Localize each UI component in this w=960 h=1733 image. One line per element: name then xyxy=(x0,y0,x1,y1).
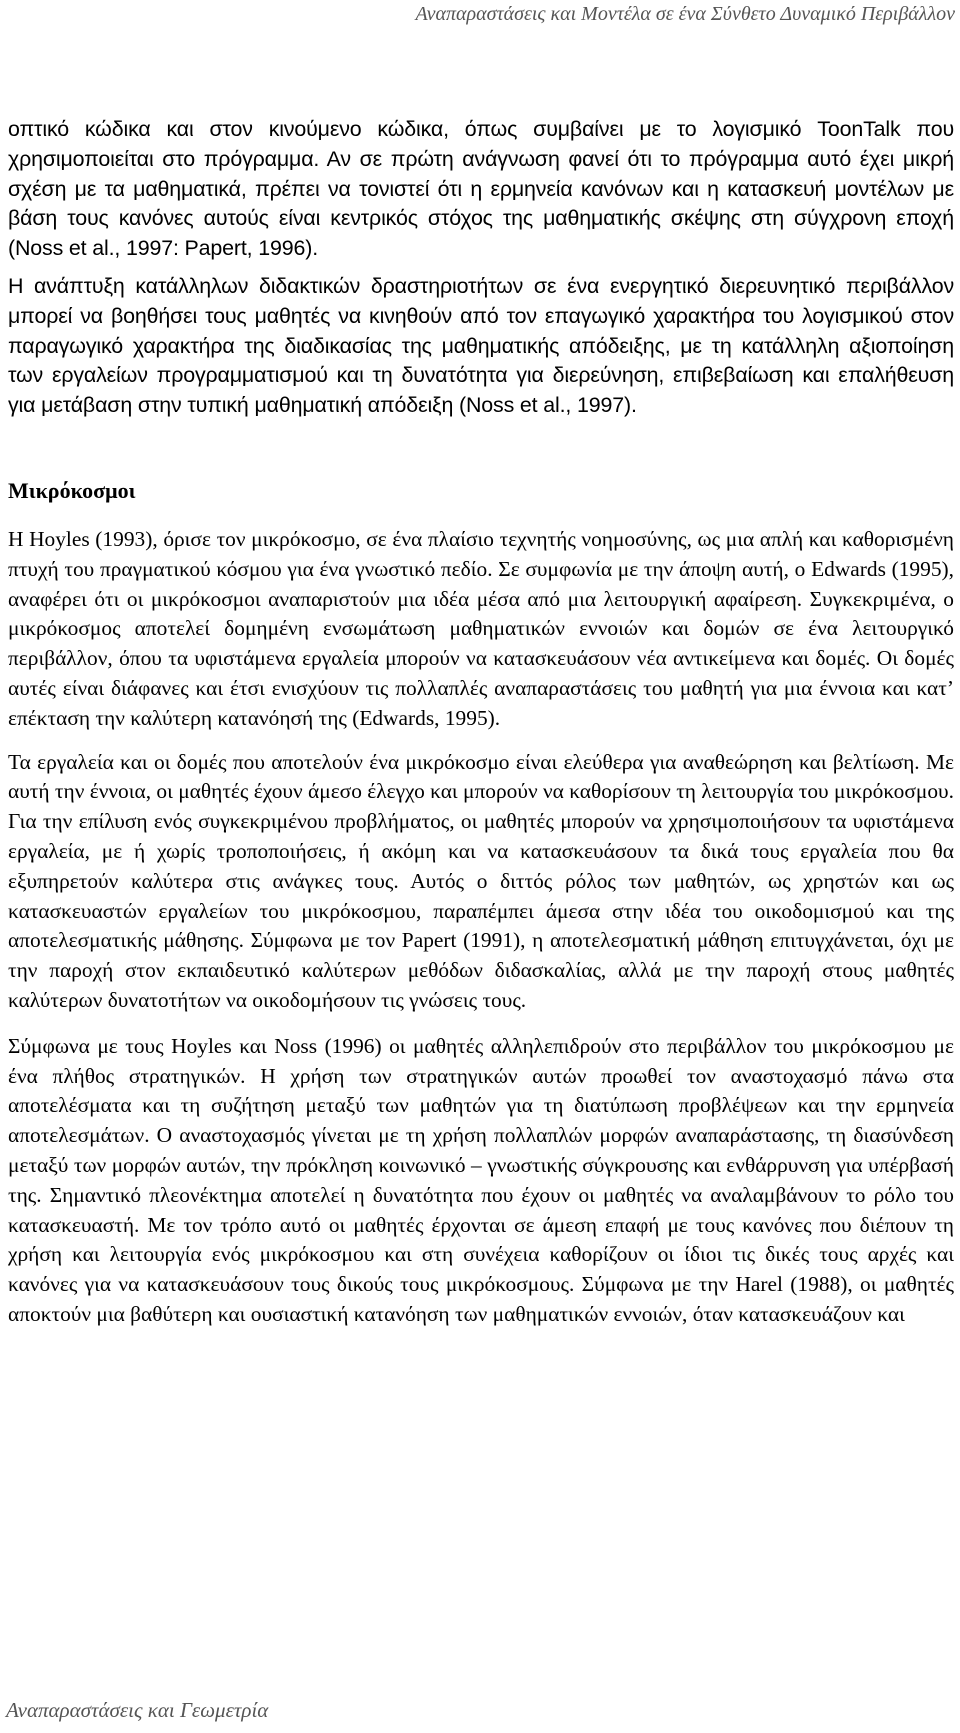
paragraph: Η ανάπτυξη κατάλληλων διδακτικών δραστηριοτήτων σε ένα ενεργητικό διερευνητικό περιβάλλον μπορεί να βοηθήσει τους μαθητές να κινηθούν από τον επαγωγικό χαρακτήρα του λογισμικού στον παραγωγικό χαρακτήρα της διαδικασίας της μαθηματικής απόδειξης, με τη κατάλληλη αξιοποίηση των εργαλείων προγραμματισμού και τη δυνατότητα για διερεύνηση, επιβεβαίωση και επαλήθευση για μετάβαση στην τυπική μαθηματική απόδειξη (Noss et al., 1997). xyxy=(8,273,954,418)
paragraph: Σύμφωνα με τους Hoyles και Noss (1996) οι μαθητές αλληλεπιδρούν στο περιβάλλον του μικρόκοσμου με ένα πλήθος στρατηγικών. Η χρήση των στρατηγικών αυτών προωθεί τον αναστοχασμό πάνω στα αποτελέσματα και τη συζήτηση μεταξύ των μαθητών για τη διατύπωση προβλέψεων και την ερμηνεία αποτελεσμάτων. Ο αναστοχασμός γίνεται με τη χρήση πολλαπλών μορφών αναπαράστασης, τη διασύνδεση μεταξύ των μορφών αυτών, την πρόκληση κοινωνικό – γνωστικής σύγκρουσης και ενθάρρυνση για υπέρβασή της. Σημαντικό πλεονέκτημα αποτελεί η δυνατότητα που έχουν οι μαθητές να αναλαμβάνουν το ρόλο του κατασκευαστή. Με τον τρόπο αυτό οι μαθητές έρχονται σε άμεση επαφή με τους κανόνες που διέπουν τη χρήση και λειτουργία ενός μικρόκοσμου και στη συνέχεια καθορίζουν οι ίδιοι τις δικές τους αρχές και κανόνες για να κατασκευάσουν τους δικούς τους μικρόκοσμους. Σύμφωνα με την Harel (1988), οι μαθητές αποκτούν μια βαθύτερη και ουσιαστική κατανόηση των μαθηματικών εννοιών, όταν κατασκευάζουν και xyxy=(8,1033,954,1326)
body-text xyxy=(8,115,954,1330)
paragraph: Η Hoyles (1993), όρισε τον μικρόκοσμο, σε ένα πλαίσιο τεχνητής νοημοσύνης, ως μια απλή και καθορισμένη πτυχή του πραγματικού κόσμου για ένα γνωστικό πεδίο. Σε συμφωνία με την άποψη αυτή, ο Edwards (1995), αναφέρει ότι οι μικρόκοσμοι αναπαριστούν μια ιδέα μέσα από μια λειτουργική αφαίρεση. Συγκεκριμένα, ο μικρόκοσμος αποτελεί δομημένη ενσωμάτωση μαθηματικών εννοιών και δομών σε ένα λειτουργικό περιβάλλον, όπου τα υφιστάμενα εργαλεία μπορούν να κατασκευάσουν νέα αντικείμενα και δομές. Οι δομές αυτές είναι διάφανες και έτσι ενισχύουν τις πολλαπλές αναπαραστάσεις του μαθητή για μια έννοια και κατ’ επέκταση την καλύτερη κατανόησή της (Edwards, 1995). xyxy=(8,526,954,730)
paragraph: Τα εργαλεία και οι δομές που αποτελούν ένα μικρόκοσμο είναι ελεύθερα για αναθεώρηση και βελτίωση. Με αυτή την έννοια, οι μαθητές έχουν άμεσο έλεγχο και μπορούν να καθορίσουν τη λειτουργία του μικρόκοσμου. Για την επίλυση ενός συγκεκριμένου προβλήματος, οι μαθητές μπορούν να χρησιμοποιήσουν τα υφιστάμενα εργαλεία, με ή χωρίς τροποποιήσεις, ή ακόμη και να κατασκευάσουν τα δικά τους εργαλεία που θα εξυπηρετούν καλύτερα στις ανάγκες τους. Αυτός ο διττός ρόλος των μαθητών, ως χρηστών και ως κατασκευαστών εργαλείων του μικρόκοσμου, παραπέμπει άμεσα στην ιδέα του οικοδομισμού και της αποτελεσματικής μάθησης. Σύμφωνα με τον Papert (1991), η αποτελεσματική μάθηση επιτυγχάνεται, όχι με την παροχή στον εκπαιδευτικό καλύτερων μεθόδων διδασκαλίας, αλλά με την παροχή στους μαθητές καλύτερων δυνατοτήτων να οικοδομήσουν τις γνώσεις τους. xyxy=(8,749,954,1012)
running-header: Αναπαραστάσεις και Μοντέλα σε ένα Σύνθετο Δυναμικό Περιβάλλον xyxy=(415,3,955,25)
paragraph: οπτικό κώδικα και στον κινούμενο κώδικα, όπως συμβαίνει με το λογισμικό ToonTalk που χρησιμοποιείται στο πρόγραμμα. Αν σε πρώτη ανάγνωση φανεί ότι το πρόγραμμα αυτό έχει μικρή σχέση με τα μαθηματικά, πρέπει να τονιστεί ότι η ερμηνεία κανόνων και η κατασκευή μοντέλων με βάση τους κανόνες αυτούς είναι κεντρικός στόχος της μαθηματικής σκέψης στη σύγχρονη εποχή (Noss et al., 1997: Papert, 1996). xyxy=(8,117,954,261)
running-footer: Αναπαραστάσεις και Γεωμετρία xyxy=(6,1698,269,1722)
section-heading: Μικρόκοσμοι xyxy=(8,477,136,503)
